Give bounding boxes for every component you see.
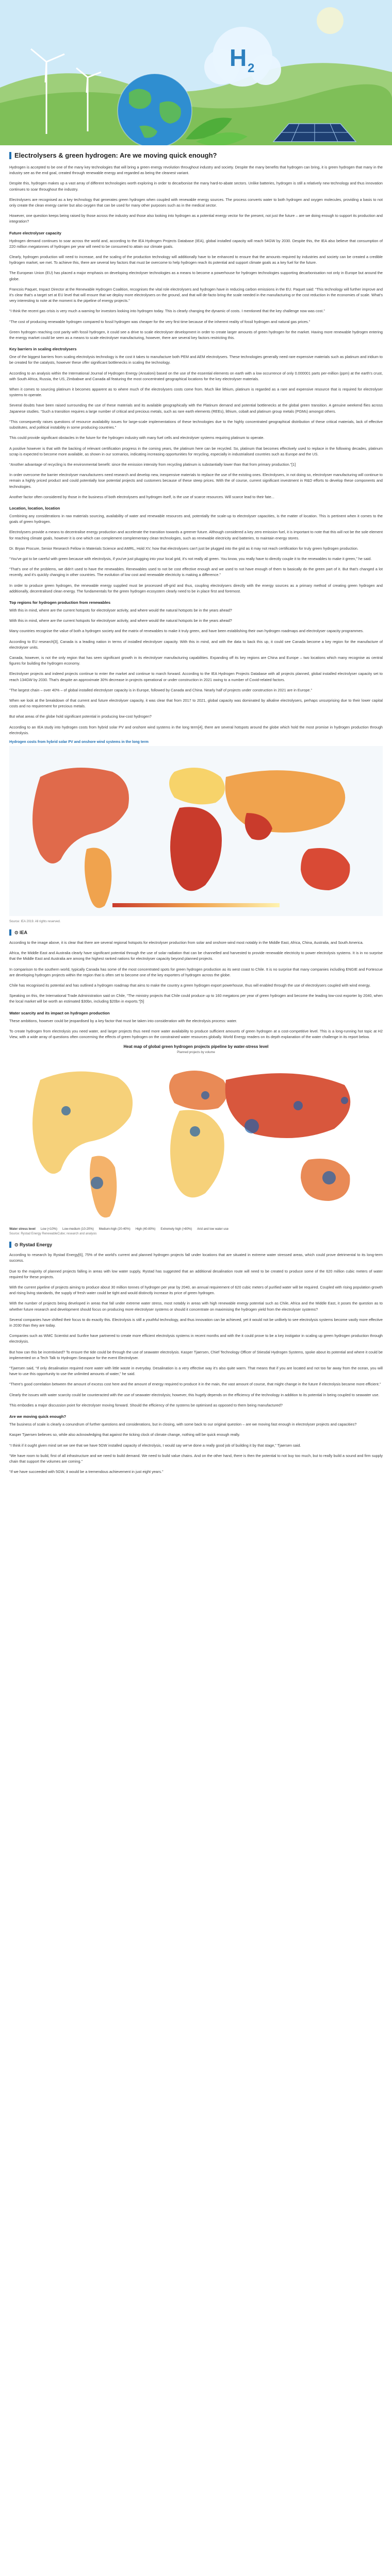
section-heading: Water scarcity and its impact on hydrogen production xyxy=(9,1010,110,1015)
source-tag-label: ⊙ IEA xyxy=(14,929,28,935)
body-paragraph: According to research by Rystad Energy[6], 75% of the world's current and planned hydrogen projects fall under locations that are situated in extreme water stressed areas, which could prove detrimental to its long-term success. xyxy=(9,1252,383,1263)
tag-accent-bar xyxy=(9,1242,11,1248)
source-tag xyxy=(9,929,383,936)
article-title: Electrolysers & green hydrogen: Are we moving quick enough? xyxy=(14,151,217,159)
body-paragraph: Clearly, hydrogen production will need to increase, and the scaling of the production technology will additionally have to be enhanced to ensure that the amounts required by industries and society can be created a credible hydrogen market, we met. To achieve this, there are several key factors that must be overcome to help hydrogen reach its potential and support climate goals as a key fuel for the future. xyxy=(9,255,383,265)
title-accent-bar xyxy=(9,152,11,159)
body-paragraph: Speaking on this, the International Trade Administration said on Chile, “The ministry projects that Chile could produce up to 160 megatons per year of green hydrogen and become the leading low-cost exporter by 2040, when the local market will be worth an estimated $30bn, including $20bn in exports.”[5] xyxy=(9,993,383,1004)
globe-icon xyxy=(118,74,192,145)
body-paragraph: Electrolyser projects and indeed projects continue to enter the market and continue to march forward. According to the IEA Hydrogen Projects Database with all projects planned, global installed electrolyser capacity set to reach 134GW by 2030. That's despite an approximate 30% decrease in projects operational or under construction in 2021 owing to a number of Covid-related factors. xyxy=(9,671,383,682)
body-paragraph: Several companies have shifted their focus to do exactly this. Electrolysis is still a youthful technology, and thus innovation can be achieved, yet it would not be unlikely to see electrolysis systems become vastly more effective in 2030 than they are today. xyxy=(9,1317,383,1328)
body-paragraph: With this in mind, where are the current hotspots for electrolyser activity, and where would the natural hotspots be in the years ahead? xyxy=(9,618,232,623)
body-paragraph: “I think if it ought given mind set we see that we have 5GW installed capacity of electrolysis, I would say we've done a really good job of building it by that stage,” Tjaersen said. xyxy=(9,1443,301,1448)
source-tag-label: ⊙ Rystad Energy xyxy=(14,1242,53,1247)
section-heading: Top regions for hydrogen production from renewables xyxy=(9,600,111,605)
body-paragraph: One of the biggest barriers from scaling electrolysis technology is the cost it takes to manufacture both PEM and AEM electrolysers. These technologies generally need rare expensive materials such as platinum and iridium to be created for the catalysts, however these offer significant bottlenecks in scaling the technology. xyxy=(9,354,383,365)
body-paragraph: “Tjaersen said, “If only desalination required more water with little waste in everyday. Desalination is a very effective way it's also quite warm. That means that if you are located and not too far away from the ocean, you will have to use this opportunity to use the unlimited amounts of water,” he said. xyxy=(9,1366,383,1377)
body-paragraph: Clearly the issues with water scarcity could be counteracted with the use of seawater electrolysis; however, this hugely depends on the efficiency of the technology in addition to its potential in being coupled to seawater use. xyxy=(9,1392,380,1397)
body-paragraph: Electrolysers provide a means to decentralise energy production and accelerate the transition towards a greener future. Although considered a key zero emission fuel, it is important to note that this will not be the sole element for reaching climate goals, however it is one which can complement complementary clean technologies, such as renewable electricity and batteries, to maintain energy stores. xyxy=(9,530,383,540)
section-heading: Key barriers in scaling electrolysers xyxy=(9,347,77,352)
legend-item: Medium-high (20-40%) xyxy=(99,1228,130,1231)
body-paragraph: When it comes to sourcing platinum it becomes apparent as to where much of the electrolysers costs come from. Much like lithium, platinum is regarded as a rare and expensive resource that is required for electrolyser systems to operate. xyxy=(9,387,383,398)
body-paragraph: But what areas of the globe hold significant potential in producing low-cost hydrogen? xyxy=(9,714,152,719)
body-paragraph: With the number of projects being developed in areas that fall under extreme water stress, most notably in areas with high renewable energy potential such as Chile, Africa and the Middle East, it poses the question as to whether future research and development should focus on producing more electrolyser systems or should it concentrate on maximising the hydrogen yield from the electrolyser systems? xyxy=(9,1301,383,1312)
article-body-part-3 xyxy=(9,1242,383,1475)
source-tag xyxy=(9,1242,383,1248)
body-paragraph: “You've got to be careful with green because with electrolysis, if you've just plugging into your local grid, it's not really all green. You know, you really have to directly couple it to the renewables to make it green,” he said. xyxy=(9,556,372,561)
hero-illustration xyxy=(0,0,392,145)
body-paragraph: “If we have succeeded with 5GW, it would be a tremendous achievement in just eight years.” xyxy=(9,1469,164,1475)
body-paragraph: “That's one of the problems, we didn't used to have the renewables. Renewables used to not be cost effective enough and we used to not have enough of them to basically do the green part of it. But that's changed a lot recently, and it's quickly changing in other countries. The evolution of low cost and renewable electricity is making a difference.” xyxy=(9,567,383,578)
body-paragraph: In comparison to the southern world, typically Canada has some of the most concentrated spots for green hydrogen production as its west coast to Chile. It is no surprise that many companies including ENGIE and Fortescue are developing hydrogen projects within the region that is often set to become one of the key exporters of hydrogen across the globe. xyxy=(9,967,383,977)
body-paragraph: Kasper Tjaersen believes so, while also acknowledging that against the ticking clock of climate change, nothing will be quick enough really. xyxy=(9,1432,240,1437)
body-paragraph: The business of scale is clearly a conundrum of further questions and considerations, but in closing, with some back to our original question – are we moving fast enough in electrolyser projects and capacities? xyxy=(9,1422,357,1427)
body-paragraph: According to an analysis within the International Journal of Hydrogen Energy (Ansaloni) based on the use of the essential elements on earth with a low occurrence of only 0.000001 parts per-million (ppm) at the earth's crust, with South Africa, Russia, the US, Zimbabwe and Canada all featuring the most concentrated geographical locations for the key electrolyser materials. xyxy=(9,370,383,381)
article-title-row xyxy=(9,151,383,159)
body-paragraph: “There's good correlation between the amount of excess cost here and the amount of energy required to produce it in the main, the vast amount of course, that might change in the future if electrolysis became more efficient.” xyxy=(9,1382,381,1387)
section-heading: Future electrolyser capacity xyxy=(9,230,61,235)
body-paragraph: Electrolysers are recognised as a key technology that generates green hydrogen when coupled with renewable energy sources. The process converts water to both hydrogen and oxygen molecules, providing a basis to not only create the clean energy carrier but also oxygen that can be used for many other purposes such as in the medical sector. xyxy=(9,197,383,208)
body-paragraph: However, one question keeps being raised by those across the industry and those also looking into hydrogen as a potential energy vector for the present, not just the future – are we doing enough to support its production and integration? xyxy=(9,213,383,224)
section-heading: Location, location, location xyxy=(9,505,60,511)
figure2-subtitle: Planned projects by volume xyxy=(177,1051,215,1055)
body-paragraph: These ambitions, however could be jeopardised by a key factor that must be taken into consideration with the electrolysis process: water. xyxy=(9,1018,237,1023)
body-paragraph: To create hydrogen from electrolysis you need water, and larger projects thus need more water availability to produce sufficient amounts of green hydrogen at a cost-competitive level. This is a long-running hot topic at H2 View, with a wide array of questions often concerning the effects of green hydrogen on the constrained water resources globally. World Energy readers on its depth explanation of the water challenge in its report below. xyxy=(9,1028,383,1040)
figure-source: Source: IEA 2019. All rights reserved. xyxy=(9,920,61,923)
body-paragraph: But how can this be incentivised? To ensure the tide could be through the use of seawater electrolysis. Kasper Tjaersen, Chief Technology Officer of Stiesdal Hydrogen Systems, spoke about its potential and where it could be implemented on a Tech Talk to Hydrogen Seaspace for the event Electrolyser. xyxy=(9,1349,383,1360)
body-paragraph: Dr. Bryan Procure, Senior Research Fellow in Materials Science and AMRL, Hold XV, how that electrolysers can't just be plugged into the grid as it may not reach certification for truly green hydrogen production. xyxy=(9,546,358,551)
body-paragraph: Several doubts have been raised surrounding the use of these materials and its available geographically with the Platinum demand and potential bottlenecks at the global green transition. A genuine weekend flies across Japanese studies. “Such a transition requires a large number of critical and precious metals, such as rare earth elements (REEs), lithium, cobalt and platinum group metals (PGMs) amongst others. xyxy=(9,403,383,414)
body-paragraph: This embodies a major discussion point for electrolyser moving forward. Should the efficiency of the systems be optimised as opposed to them being manufactured? xyxy=(9,1402,283,1408)
body-paragraph: Chile has recognised its potential and has outlined a hydrogen roadmap that aims to make the country a green hydrogen export powerhouse, thus will enabled through the use of electrolysers coupled with wind energy. xyxy=(9,983,371,988)
body-paragraph: The European Union (EU) has placed a major emphasis on developing electrolyser technologies as a means to become a powerhouse for hydrogen technologies supporting decarbonisation not only in Europe but around the globe. xyxy=(9,270,383,281)
body-paragraph: Many countries recognise the value of both a hydrogen society and the matrix of renewables to make it truly green, and have been establishing their own hydrogen roadmaps and electrolyser capacity programmes. xyxy=(9,629,364,634)
legend-title: Water stress level xyxy=(9,1228,36,1231)
body-paragraph: According to EU research[3], Canada is a leading nation in terms of installed electrolyser capacity. With this in mind, and with the data to back this up, it could see Canada become a key region for the manufacture of electrolyser units. xyxy=(9,639,383,650)
article-body-part-1 xyxy=(9,164,383,736)
body-paragraph: Africa, the Middle East and Australia clearly have significant potential through the use of solar radiation that can be channelled and harvested to provide renewable electricity to power electrolysis systems. It is in no surprise that the Middle East and Australia are among the highest ranked nations for electrolyser capacity beyond planned projects. xyxy=(9,951,383,961)
body-paragraph: Canada, however, is not the only region that has seen significant growth in its electrolyser manufacturing capabilities. Expanding off its key regions are China and Europe – two locations which many recognise as central figures for building the hydrogen economy. xyxy=(9,655,383,666)
legend-item: Low-medium (10-20%) xyxy=(62,1228,94,1231)
body-paragraph: With the current pipeline of projects aiming to produce about 30 million tonnes of hydrogen per year by 2040, an annual requirement of 620 cubic meters of purified water will be required. Coupled with rising population growth and rising living standards, the supply of fresh water could be tight and would distinctly increase its price of green hydrogen. xyxy=(9,1285,383,1296)
body-paragraph: When we look at the breakdown of that current and future electrolyser capacity, it was clear that from 2017 to 2021, global capacity was dominated by alkaline electrolysers, perhaps unsurprising due to their lower capital costs and no requirement for precious metals. xyxy=(9,698,383,709)
figure-water-stress-map xyxy=(9,1044,383,1235)
body-paragraph: “The largest chain – over 40% – of global installed electrolyser capacity is in Europe, followed by Canada and China. Nearly half of projects under construction in 2021 are in Europe.” xyxy=(9,687,312,692)
body-paragraph: Combining any considerations in raw materials sourcing, availability of water and renewable resources and, potentially the scale-up to electrolyser capacities, is the matter of location. This is pertinent when it comes to the goals of green hydrogen. xyxy=(9,513,383,524)
tag-accent-bar xyxy=(9,929,11,936)
body-paragraph: “I think the recent gas crisis is very much a warning for investors looking into hydrogen today. This is clearly changing the dynamic of costs. I mentioned that the key challenge now was cost.” xyxy=(9,309,325,314)
legend-item: Extremely high (>80%) xyxy=(160,1228,192,1231)
article xyxy=(0,145,392,1475)
figure-caption: Hydrogen costs from hybrid solar PV and onshore wind systems in the long term xyxy=(9,740,149,744)
figure2-legend xyxy=(9,1228,383,1231)
body-paragraph: According to the image above, it is clear that there are several regional hotspots for electrolyser production from solar and onshore wind most notably in the Middle East, Africa, China, Australia, and South America. xyxy=(9,940,364,945)
article-body-part-2 xyxy=(9,929,383,1040)
body-paragraph: Hydrogen demand continues to soar across the world and, according to the IEA Hydrogen Projects Database (IEA), global installed capacity will reach 54GW by 2030. Despite this, the IEA also believe that consumption of 220 million megatonnes of hydrogen per year will need to be consumed to attain our climate goals. xyxy=(9,238,383,249)
legend-item: Low (<10%) xyxy=(40,1228,57,1231)
body-paragraph: “This consequently raises questions of resource availability issues for large-scale implementations of these technologies due to the highly concentrated geographical distribution of these critical materials, lack of effective substitutes, and political instability in some producing countries.” xyxy=(9,419,383,430)
body-paragraph: Hydrogen is accepted to be one of the many key technologies that will bring a green energy revolution throughout industry and society. Despite the many benefits that hydrogen can bring, it is green hydrogen that many in the industry see as the end goal, created through renewable energy and regarded as being the cleanest variant. xyxy=(9,165,383,176)
legend-item: High (40-80%) xyxy=(135,1228,156,1231)
body-paragraph: With this in mind, where are the current hotspots for electrolyser activity, and where would the natural hotspots be in the years ahead? xyxy=(9,607,232,613)
figure2-caption: Heat map of global green hydrogen projects pipeline by water-stress level xyxy=(123,1044,269,1049)
hero-image xyxy=(0,0,392,145)
body-paragraph: “We have room to build, first of all infrastructure and we need to build demand. We need to build value chains. And on the other hand, there is then the potential to not buy too much, but to really build a sound and firm supply chain that support the volumes are coming.” xyxy=(9,1453,383,1464)
body-paragraph: Companies such as WMC Scientist and Sunfire have partnered to create more efficient electrolysis systems in recent months and with the it could prove to be a key instigator in scaling up green hydrogen production through electrolysis. xyxy=(9,1333,383,1344)
body-paragraph: In order overcome the barrier electrolyser manufacturers need research and develop new, inexpensive materials to replace the use of the existing ones. Electrolysers, in not doing so, electrolyser manufacturing will continue to remain a highly priced product and could potentially lose potential projects and customers because of these steep prices. With the of course, current significant investment in R&D efforts to develop these components and technologies. xyxy=(9,472,383,489)
figure-hydrogen-cost-map xyxy=(9,740,383,923)
hydrogen-cost-world-map xyxy=(9,746,383,916)
legend-item: Arid and low water use xyxy=(197,1228,228,1231)
figure2-source: Source: Rystad Energy RenewableCube; research and analysis xyxy=(9,1232,97,1236)
section-heading: Are we moving quick enough? xyxy=(9,1414,67,1419)
svg-text:2: 2 xyxy=(248,61,255,75)
body-paragraph: According to an IEA study into hydrogen costs from hybrid solar PV and onshore wind systems in the long term[4], there are several hotspots around the globe which hold the most promise in hydrogen production through electrolysis. xyxy=(9,724,383,735)
body-paragraph: Due to the majority of planned projects falling in areas with low water supply, Rystad has suggested that an additional desalination route will need to be created to produce some of the 620 million cubic meters of water required for these projects. xyxy=(9,1268,383,1279)
body-paragraph: A positive however is that with the backing of relevant certification progress in the coming years, the platinum here can be recycled. So, platinum that becomes effectively used to replace in the following decades, platinum scrap is expected to become more available, as shown in our scenarios, indicating increasing opportunities for recycling, especially in industrialised countries such as Europe and the US. xyxy=(9,446,383,456)
body-paragraph: Green hydrogen reaching cost parity with fossil hydrogen, it could see a drive to scale electrolyser development in order to create larger amounts of green hydrogen for the market. Having more renewable hydrogen entering the energy market could be seen as a means to scale electrolyser manufacturing, however, there are several key factors restricting this. xyxy=(9,329,383,341)
body-paragraph: Despite this, hydrogen makes up a vast array of different technologies worth exploring in order to decarbonise the many hard-to-abate sectors. Unlike batteries, hydrogen is still a relatively new technology and thus innovation continues to soar throughout the industry. xyxy=(9,181,383,192)
body-paragraph: “The cost of producing renewable hydrogen compared to fossil hydrogen was cheaper for the very first time because of the inherent reality of fossil hydrogen and natural gas prices.” xyxy=(9,319,311,324)
water-stress-world-map xyxy=(9,1054,383,1224)
svg-text:H: H xyxy=(230,44,247,71)
body-paragraph: In order to produce green hydrogen, the renewable energy supplied must be processed off-grid and thus, coupling electrolysers directly with the energy sources as a primary method of creating green hydrogen and additionally, decentralised clean energy. The fundamentals for the green hydrogen ecosystem clearly need to be in place first and foremost. xyxy=(9,583,383,594)
body-paragraph: Another factor often considered by those in the business of both electrolysers and hydrogen itself, is the use of scarce resources. Will scarce lead to their fate... xyxy=(9,494,274,499)
body-paragraph: Francois Paquet, Impact Director at the Renewable Hydrogen Coalition, recognises the vital role electrolysers and hydrogen have in reducing carbon emissions in the EU. Paquet said: “This technology will further improve and it's clear that's a target set at EU level that will ensure that we deploy more electrolysers on the ground, and that will de-facto bring the scale needed in the manufacturing or the cost reduction in the economies of scale. What's very interesting to note at the moment is the pipeline of energy projects.” xyxy=(9,286,383,303)
body-paragraph: This could provide significant obstacles in the future for the hydrogen industry with many fuel cells and electrolyser systems requiring platinum to operate. xyxy=(9,435,265,440)
body-paragraph: “Another advantage of recycling is the environmental benefit: since the emission intensity from recycling platinum is substantially lower than that from primary production.”[1] xyxy=(9,462,296,467)
